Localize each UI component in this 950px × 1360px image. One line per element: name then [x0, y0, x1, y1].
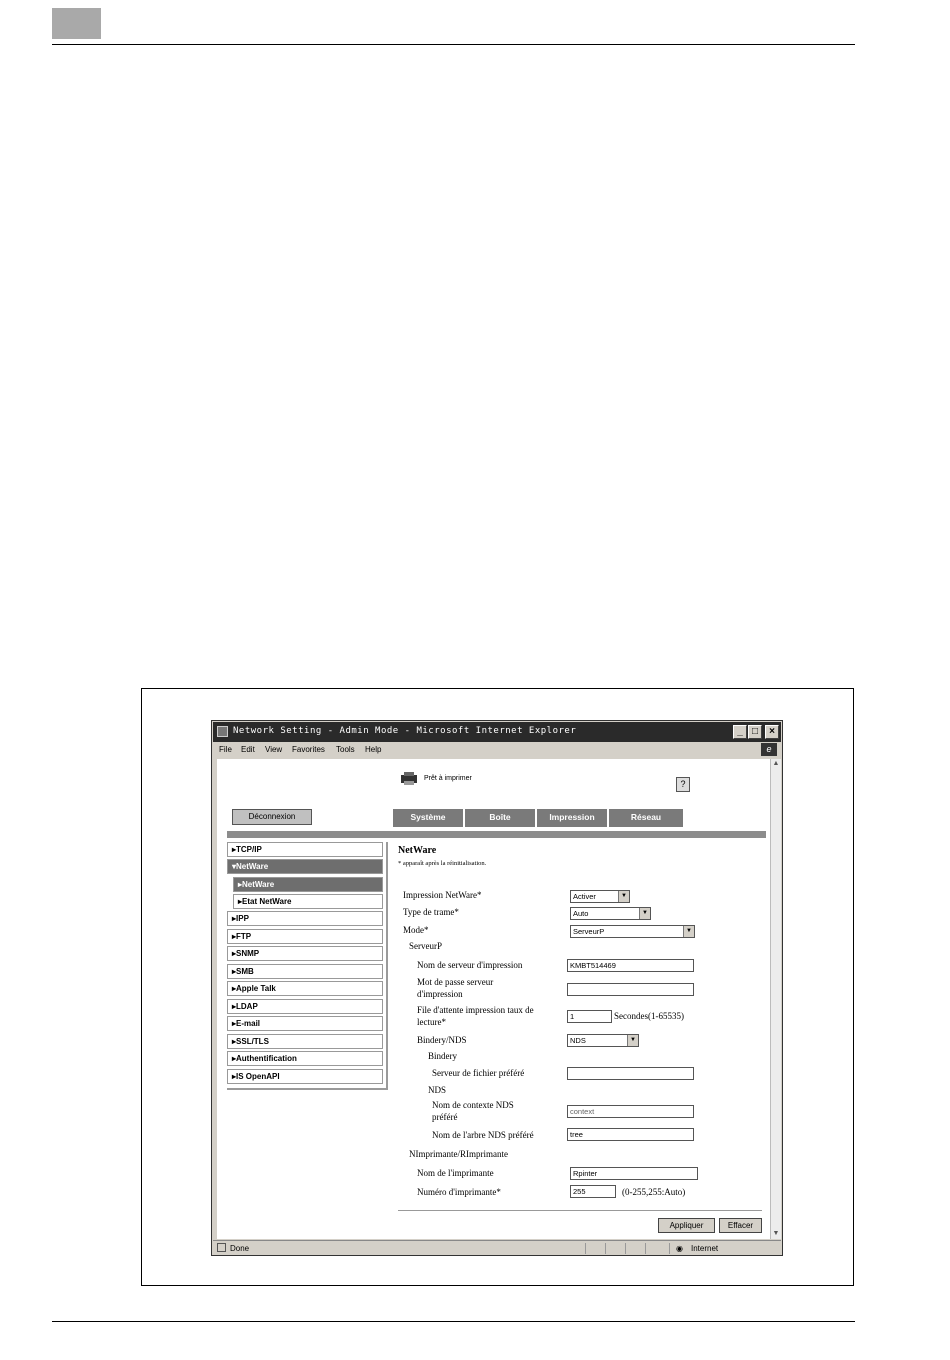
sidebar-item-netware[interactable]: ▸NetWare: [233, 877, 383, 892]
reboot-note: * apparaît après la réinitialisation.: [398, 860, 487, 867]
status-divider: [625, 1243, 626, 1254]
sidebar-item-smb[interactable]: ▸SMB: [227, 964, 383, 979]
frame-type-select[interactable]: Auto ▼: [570, 907, 651, 920]
bindery-nds-label: Bindery/NDS: [417, 1035, 467, 1045]
nprinter-heading: NImprimante/RImprimante: [409, 1149, 508, 1159]
sidebar-item-etat-netware[interactable]: ▸Etat NetWare: [233, 894, 383, 909]
sidebar-item-snmp[interactable]: ▸SNMP: [227, 946, 383, 961]
footer-rule: [52, 1321, 855, 1322]
sidebar-base-line: [227, 1088, 387, 1090]
printer-number-hint: (0-255,255:Auto): [622, 1187, 686, 1197]
chevron-down-icon: ▼: [639, 908, 650, 919]
print-server-password-label-cont: d'impression: [417, 989, 463, 999]
nds-context-input[interactable]: context: [567, 1105, 694, 1118]
print-server-name-input[interactable]: KMBT514469: [567, 959, 694, 972]
tab-boite[interactable]: Boîte: [465, 809, 537, 827]
sidebar-item-ftp[interactable]: ▸FTP: [227, 929, 383, 944]
sidebar-item-authentification[interactable]: ▸Authentification: [227, 1051, 383, 1066]
menu-edit[interactable]: Edit: [241, 745, 255, 754]
status-divider: [669, 1243, 670, 1254]
sidebar-item-email[interactable]: ▸E-mail: [227, 1016, 383, 1031]
chevron-down-icon: ▼: [683, 926, 694, 937]
page-title: NetWare: [398, 845, 437, 856]
browser-window: [211, 720, 783, 1256]
ie-window-icon: [217, 726, 228, 737]
status-text: Done: [230, 1244, 250, 1253]
queue-scan-label: File d'attente impression taux de: [417, 1005, 534, 1015]
sidebar-item-netware-group[interactable]: ▾NetWare: [227, 859, 383, 874]
status-divider: [585, 1243, 586, 1254]
bindery-nds-select[interactable]: NDS ▼: [567, 1034, 639, 1047]
tab-systeme[interactable]: Système: [393, 809, 465, 827]
frame-type-label: Type de trame*: [403, 907, 459, 917]
printer-number-input[interactable]: 255: [570, 1185, 616, 1198]
form-divider: [398, 1210, 762, 1211]
device-status-text: Prêt à imprimer: [424, 775, 472, 782]
menu-help[interactable]: Help: [365, 745, 382, 754]
mode-label: Mode*: [403, 925, 429, 935]
tab-reseau[interactable]: Réseau: [609, 809, 683, 827]
page-tab-marker: [52, 8, 101, 39]
print-server-password-input[interactable]: [567, 983, 694, 996]
close-icon[interactable]: ×: [765, 725, 779, 739]
security-zone-text: Internet: [691, 1244, 719, 1253]
chevron-down-icon: ▼: [627, 1035, 638, 1046]
print-server-name-label: Nom de serveur d'impression: [417, 960, 523, 970]
printer-icon: [399, 771, 419, 786]
menu-file[interactable]: File: [219, 745, 232, 754]
sidebar-item-ldap[interactable]: ▸LDAP: [227, 999, 383, 1014]
sidebar-item-apple-talk[interactable]: ▸Apple Talk: [227, 981, 383, 996]
minimize-icon[interactable]: _: [733, 725, 747, 739]
sidebar-divider: [386, 842, 388, 1090]
chevron-down-icon: ▼: [618, 891, 629, 902]
status-bar: [213, 1240, 781, 1256]
printer-name-label: Nom de l'imprimante: [417, 1168, 494, 1178]
netware-print-label: Impression NetWare*: [403, 890, 482, 900]
maximize-icon[interactable]: □: [748, 725, 762, 739]
logout-button[interactable]: Déconnexion: [232, 809, 312, 825]
help-button[interactable]: ?: [676, 777, 690, 792]
menu-favorites[interactable]: Favorites: [292, 745, 325, 754]
tab-impression[interactable]: Impression: [537, 809, 609, 827]
clear-button[interactable]: Effacer: [719, 1218, 762, 1233]
preferred-file-server-input[interactable]: [567, 1067, 694, 1080]
sidebar-item-is-openapi[interactable]: ▸IS OpenAPI: [227, 1069, 383, 1084]
page-viewport: [217, 759, 770, 1239]
sidebar-item-ssl-tls[interactable]: ▸SSL/TLS: [227, 1034, 383, 1049]
nds-tree-input[interactable]: tree: [567, 1128, 694, 1141]
title-bar: [213, 722, 781, 742]
windows-logo-icon: e: [761, 743, 777, 756]
printer-name-input[interactable]: Rpinter: [570, 1167, 698, 1180]
globe-icon: ◉: [676, 1244, 683, 1253]
serveurp-heading: ServeurP: [409, 941, 442, 951]
netware-print-select[interactable]: Activer ▼: [570, 890, 630, 903]
nds-context-label-cont: préféré: [432, 1112, 458, 1122]
status-divider: [645, 1243, 646, 1254]
queue-scan-label-cont: lecture*: [417, 1017, 446, 1027]
bindery-heading: Bindery: [428, 1051, 457, 1061]
scroll-up-icon[interactable]: ▲: [772, 760, 780, 767]
nds-context-label: Nom de contexte NDS: [432, 1100, 514, 1110]
menu-bar: [213, 742, 781, 758]
printer-number-label: Numéro d'imprimante*: [417, 1187, 501, 1197]
menu-tools[interactable]: Tools: [336, 745, 355, 754]
queue-scan-unit: Secondes(1-65535): [614, 1011, 684, 1021]
page-done-icon: [217, 1243, 226, 1252]
print-server-password-label: Mot de passe serveur: [417, 977, 494, 987]
queue-scan-input[interactable]: 1: [567, 1010, 612, 1023]
sidebar-item-ipp[interactable]: ▸IPP: [227, 911, 383, 926]
sidebar-item-tcpip[interactable]: ▸TCP/IP: [227, 842, 383, 857]
apply-button[interactable]: Appliquer: [658, 1218, 715, 1233]
scroll-down-icon[interactable]: ▼: [772, 1230, 780, 1237]
vertical-scrollbar[interactable]: [770, 759, 781, 1239]
nds-heading: NDS: [428, 1085, 447, 1095]
header-rule: [52, 44, 855, 45]
nds-tree-label: Nom de l'arbre NDS préféré: [432, 1130, 534, 1140]
status-divider: [605, 1243, 606, 1254]
window-title: Network Setting - Admin Mode - Microsoft Internet Explorer: [233, 726, 577, 736]
mode-select[interactable]: ServeurP ▼: [570, 925, 695, 938]
menu-view[interactable]: View: [265, 745, 283, 754]
header-band: [227, 831, 766, 838]
preferred-file-server-label: Serveur de fichier préféré: [432, 1068, 525, 1078]
